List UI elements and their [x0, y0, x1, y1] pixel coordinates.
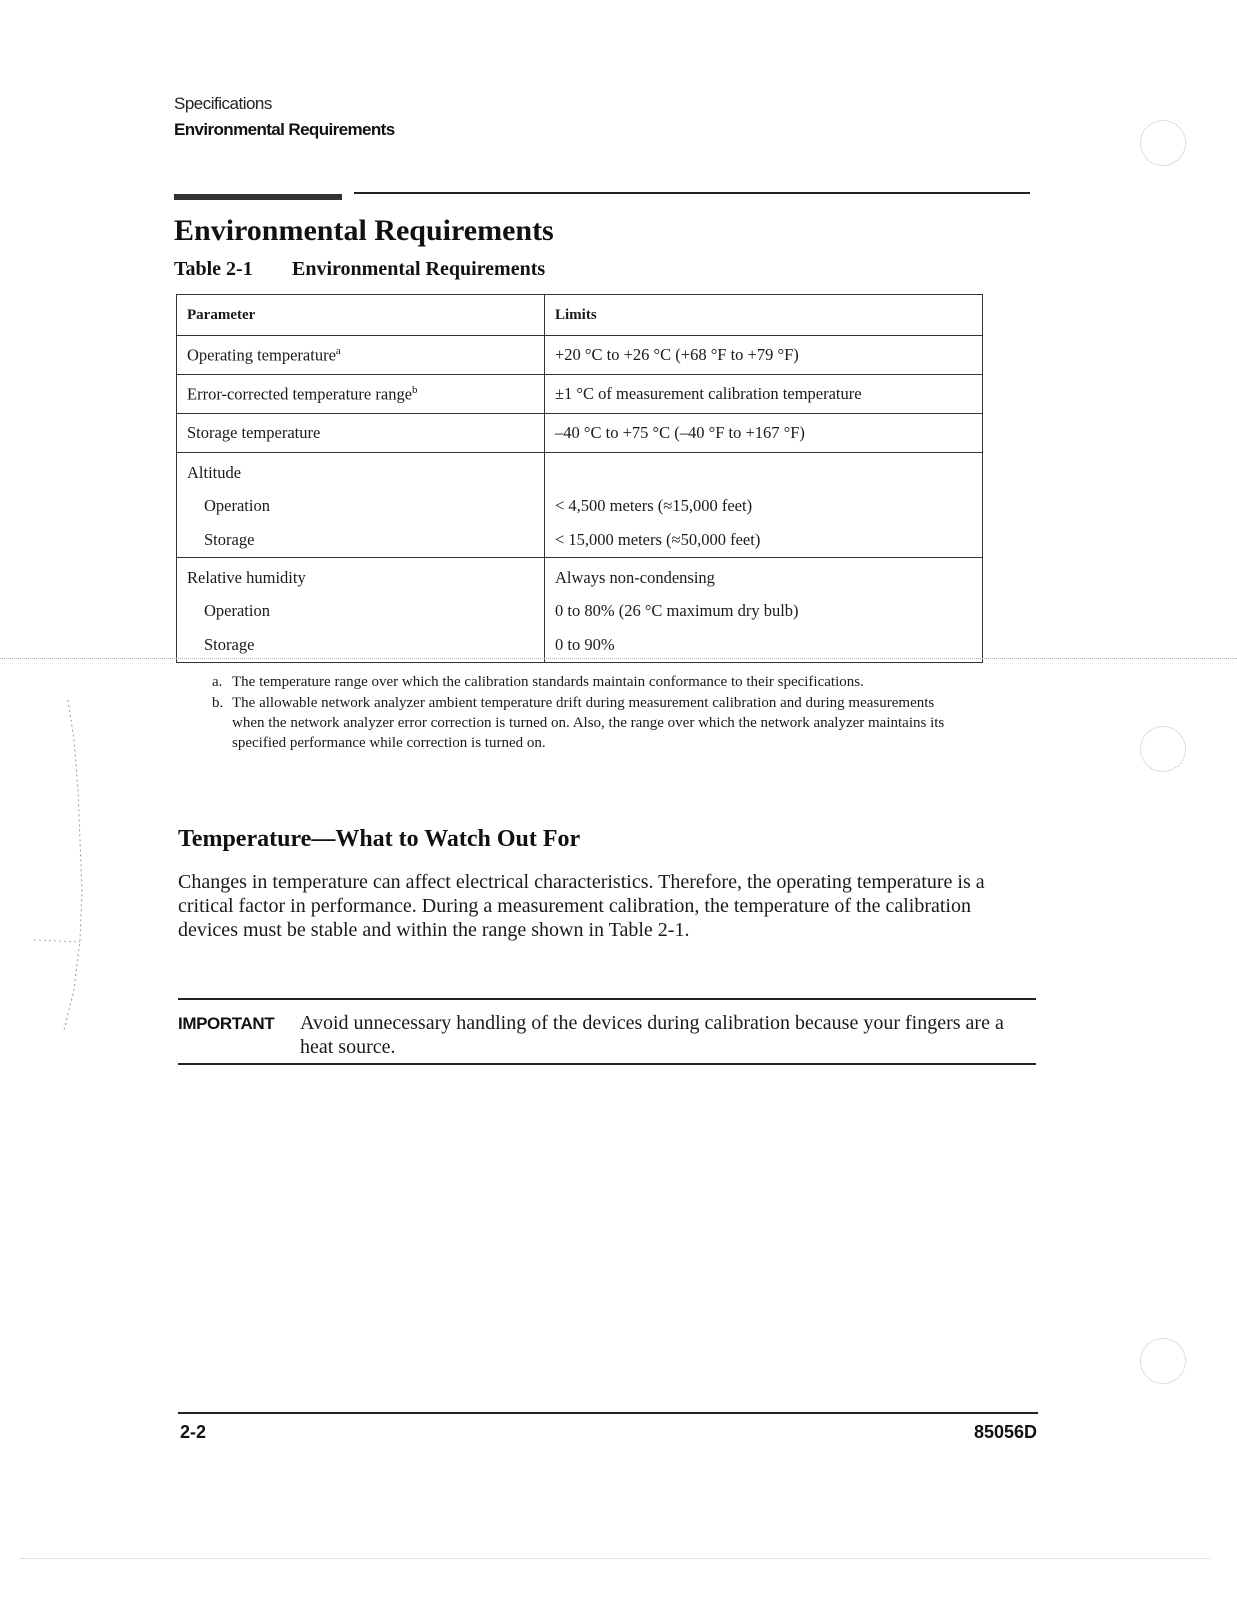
- footnote-ref: a: [335, 344, 341, 357]
- footnote-item: [212, 672, 952, 692]
- table-caption-number: Table 2-1: [174, 258, 253, 280]
- parameter-text: Error-corrected temperature range: [187, 384, 413, 404]
- table-cell-parameter: Storage temperature: [177, 414, 545, 453]
- note-rule-bottom: [178, 1063, 1036, 1065]
- page-number: 2-2: [180, 1422, 207, 1442]
- table-cell-limit: [545, 453, 983, 490]
- heading-rule-thick: [174, 194, 342, 200]
- heading-rule-thin: [354, 192, 1030, 194]
- table-row: [177, 489, 983, 523]
- parameter-text: Operating temperature: [187, 345, 336, 365]
- table-cell-parameter: Storage: [177, 628, 545, 663]
- table-row: [177, 594, 983, 628]
- table-cell-limit: < 15,000 meters (≈50,000 feet): [545, 523, 983, 558]
- column-header-parameter: Parameter: [177, 295, 545, 336]
- table-cell-parameter: Altitude: [177, 453, 545, 490]
- binder-hole-top: [1140, 120, 1186, 166]
- table-header-row: [177, 295, 983, 336]
- model-number: 85056D: [973, 1422, 1037, 1442]
- running-header-section: Specifications: [174, 94, 272, 113]
- table-caption: [174, 258, 545, 281]
- body-paragraph: Changes in temperature can affect electrical characteristics. Therefore, the operating temperature is a critical factor in performance. During a measurement calibration, the temperature of the calibration devices must be stable and within the range shown in Table 2-1.: [178, 871, 985, 941]
- table-row: [177, 453, 983, 490]
- footnote-mark: b.: [212, 695, 224, 711]
- table-cell-parameter: [177, 375, 545, 414]
- table-cell-limit: 0 to 80% (26 °C maximum dry bulb): [545, 594, 983, 628]
- table-cell-limit: 0 to 90%: [545, 628, 983, 663]
- footnote-text: The allowable network analyzer ambient temperature drift during measurement calibration and during measurements when the network analyzer error correction is turned on. Also, the range over which the network analyzer maintains its specified performance while correction is turned on.: [232, 695, 945, 751]
- important-note-text: Avoid unnecessary handling of the devices during calibration because your fingers are a heat source.: [300, 1012, 1004, 1058]
- table-cell-limit: Always non-condensing: [545, 558, 983, 595]
- page-title: Environmental Requirements: [174, 214, 554, 247]
- binder-hole-bottom: [1140, 1338, 1186, 1384]
- table-cell-parameter: [177, 336, 545, 375]
- table-row: [177, 336, 983, 375]
- table-footnotes: [212, 672, 952, 754]
- column-header-limits: Limits: [545, 295, 983, 336]
- table-row: [177, 375, 983, 414]
- section-heading: Temperature—What to Watch Out For: [178, 826, 581, 852]
- important-label: IMPORTANT: [178, 1014, 275, 1033]
- table-cell-limit: < 4,500 meters (≈15,000 feet): [545, 489, 983, 523]
- scan-artifact-bottom-dots: [20, 1558, 1210, 1559]
- table-cell-limit: ±1 °C of measurement calibration temperature: [545, 375, 983, 414]
- table-row: [177, 523, 983, 558]
- table-cell-parameter: Storage: [177, 523, 545, 558]
- running-header-chapter: Environmental Requirements: [174, 120, 395, 139]
- table-caption-title: Environmental Requirements: [292, 258, 546, 280]
- table-cell-parameter: Relative humidity: [177, 558, 545, 595]
- scan-artifact-margin-mark: [30, 680, 100, 1040]
- table-row: [177, 558, 983, 595]
- footnote-text: The temperature range over which the calibration standards maintain conformance to their specifications.: [232, 674, 864, 690]
- footer-rule: [178, 1412, 1038, 1414]
- table-cell-parameter: Operation: [177, 594, 545, 628]
- note-rule-top: [178, 998, 1036, 1000]
- footnote-item: [212, 693, 952, 753]
- table-cell-parameter: Operation: [177, 489, 545, 523]
- scan-artifact-line: [0, 658, 1237, 659]
- table-row: [177, 414, 983, 453]
- environmental-requirements-table: [176, 294, 983, 663]
- table-cell-limit: –40 °C to +75 °C (–40 °F to +167 °F): [545, 414, 983, 453]
- table-cell-limit: +20 °C to +26 °C (+68 °F to +79 °F): [545, 336, 983, 375]
- footnote-mark: a.: [212, 674, 223, 690]
- binder-hole-middle: [1140, 726, 1186, 772]
- footnote-ref: b: [412, 383, 418, 396]
